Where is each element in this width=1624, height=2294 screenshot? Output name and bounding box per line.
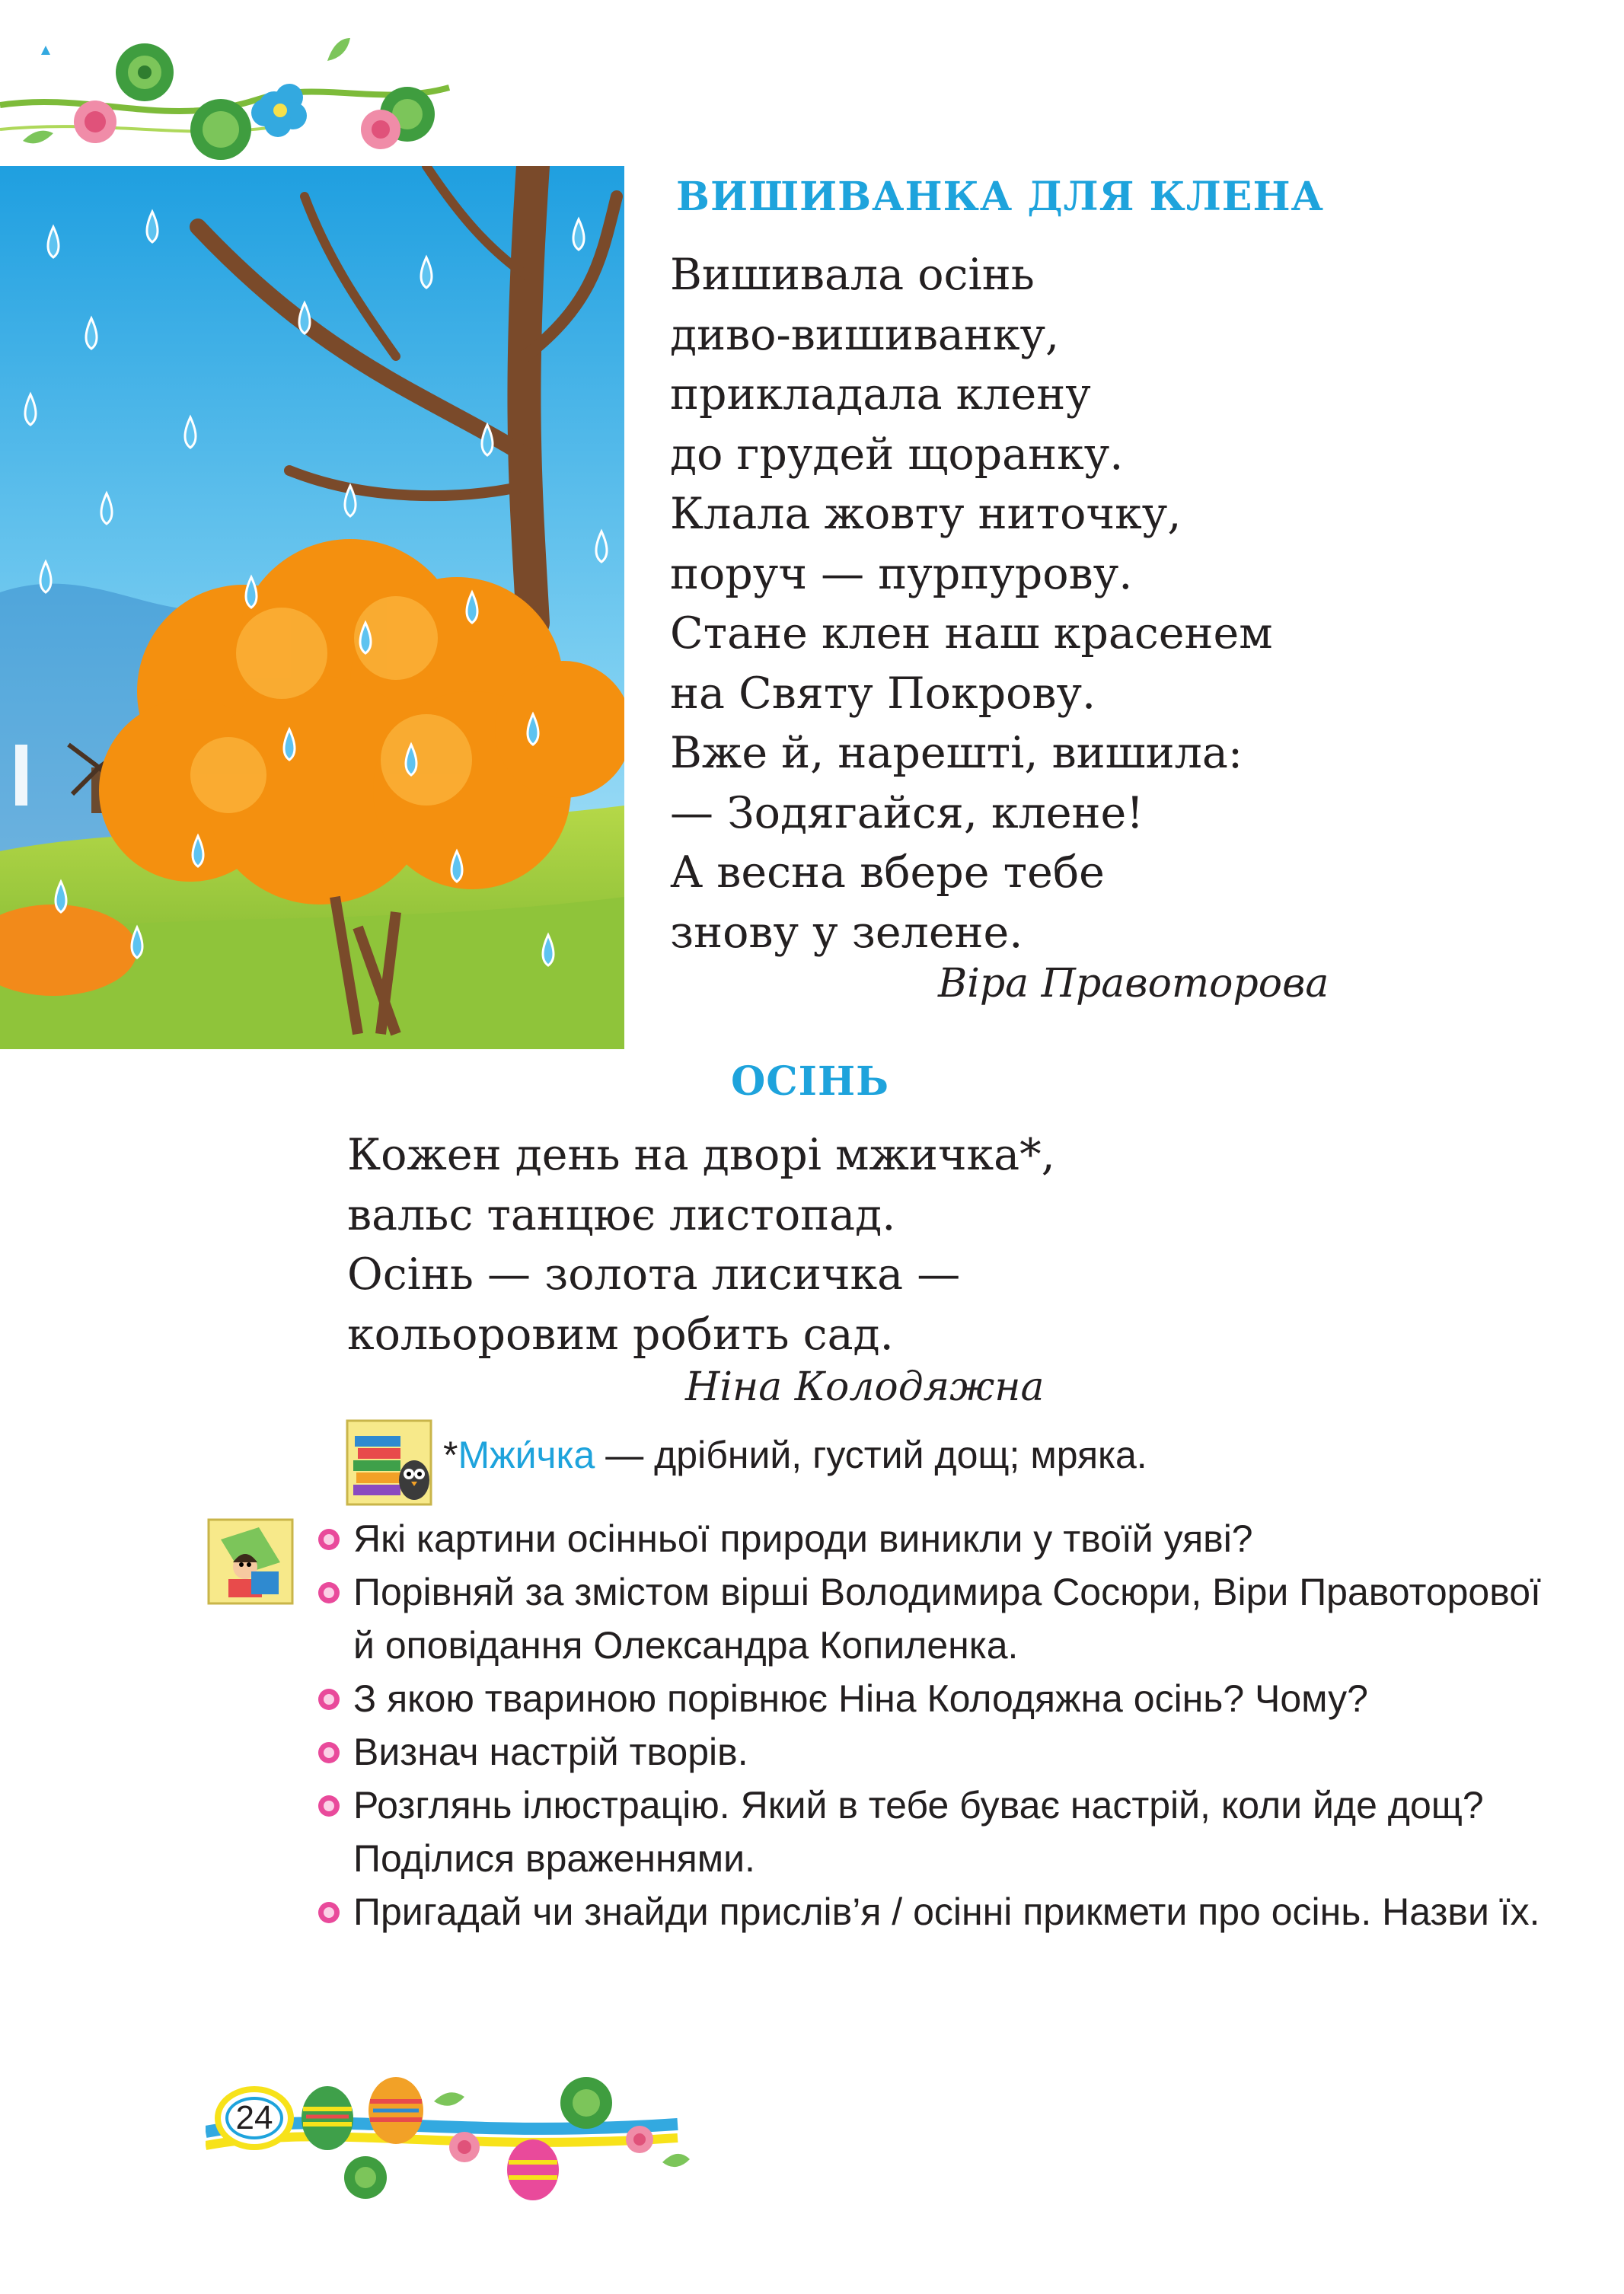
poem-line: вальс танцює листопад.: [347, 1189, 896, 1240]
pink-rose-icon: [626, 2126, 653, 2153]
pink-bullet-icon: [318, 1529, 340, 1550]
poem-title: ВИШИВАНКА ДЛЯ КЛЕНА: [676, 174, 1324, 220]
green-rose-icon: [560, 2077, 612, 2129]
pink-bullet-icon: [318, 1689, 340, 1710]
question-text: Порівняй за змістом вірші Володимира Сосюри, Віри Правоторової й оповідання Олександра Копиленка.: [353, 1571, 1541, 1667]
question-item: [312, 1512, 1561, 1565]
poem-body: [347, 1125, 1055, 1364]
pink-bullet-icon: [318, 1795, 340, 1817]
question-text: Які картини осінньої природи виникли у твоїй уяві?: [353, 1517, 1253, 1560]
green-rose-icon: [190, 99, 251, 160]
books-owl-icon: [344, 1418, 434, 1508]
question-item: [312, 1565, 1561, 1672]
green-rose-icon: [116, 43, 174, 101]
question-text: З якою твариною порівнює Ніна Колодяжна осінь? Чому?: [353, 1677, 1368, 1720]
poem-line: Осінь — золота лисичка —: [347, 1249, 961, 1300]
pink-bullet-icon: [318, 1902, 340, 1923]
poem-line: знову у зелене.: [670, 907, 1023, 958]
footnote-definition: — дрібний, густий дощ; мряка.: [595, 1434, 1147, 1476]
poem-line: прикладала клену: [670, 369, 1091, 420]
poem-line: Вже й, нарешті, вишила:: [670, 728, 1243, 778]
easter-egg-icon: [507, 2139, 559, 2200]
poem-line: на Святу Покрову.: [670, 668, 1096, 719]
question-text: Пригадай чи знайди прислів’я / осінні прикмети про осінь. Назви їх.: [353, 1890, 1540, 1933]
poem-line: Клала жовту ниточку,: [670, 489, 1182, 539]
top-flower-garland: [0, 15, 457, 168]
poem-line: поруч — пурпурову.: [670, 548, 1133, 599]
question-item: [312, 1672, 1561, 1725]
poem-line: до грудей щоранку.: [670, 429, 1124, 480]
poem-title: ОСІНЬ: [731, 1058, 890, 1105]
poem-line: — Зодягайся, клене!: [670, 787, 1144, 838]
poem-line: диво-вишиванку,: [670, 309, 1060, 360]
question-item: [312, 1779, 1561, 1885]
pink-rose-icon: [449, 2132, 480, 2162]
easter-egg-icon: [369, 2077, 423, 2144]
poem-line: Стане клен наш красенем: [670, 608, 1273, 659]
footnote-star: *: [443, 1434, 458, 1476]
page-number-badge: [215, 2086, 294, 2150]
poem-line: кольоровим робить сад.: [347, 1309, 894, 1360]
question-item: [312, 1885, 1561, 1938]
pink-bullet-icon: [318, 1742, 340, 1763]
questions-list: [312, 1512, 1561, 1938]
footnote-term: Мжи́чка: [458, 1434, 595, 1476]
poem-line: Вишивала осінь: [670, 250, 1035, 300]
pink-rose-icon: [361, 110, 400, 149]
pink-rose-icon: [74, 101, 116, 143]
green-rose-icon: [344, 2156, 387, 2199]
poem-body: [670, 245, 1273, 962]
child-questions-icon: [206, 1517, 295, 1606]
poem-line: Кожен день на дворі мжичка*,: [347, 1130, 1055, 1180]
poem-author: Ніна Колодяжна: [685, 1364, 1045, 1410]
page-number: 24: [235, 2099, 273, 2136]
pink-bullet-icon: [318, 1582, 340, 1603]
question-item: [312, 1725, 1561, 1779]
question-text: Розглянь ілюстрацію. Який в тебе буває настрій, коли йде дощ? Поділися враженнями.: [353, 1784, 1484, 1880]
footnote: [443, 1433, 1147, 1477]
poem-line: А весна вбере тебе: [670, 847, 1105, 898]
autumn-rain-illustration: [0, 166, 624, 1049]
easter-egg-icon: [302, 2086, 353, 2150]
question-text: Визнач настрій творів.: [353, 1731, 748, 1773]
poem-author: Віра Правоторова: [938, 961, 1329, 1007]
